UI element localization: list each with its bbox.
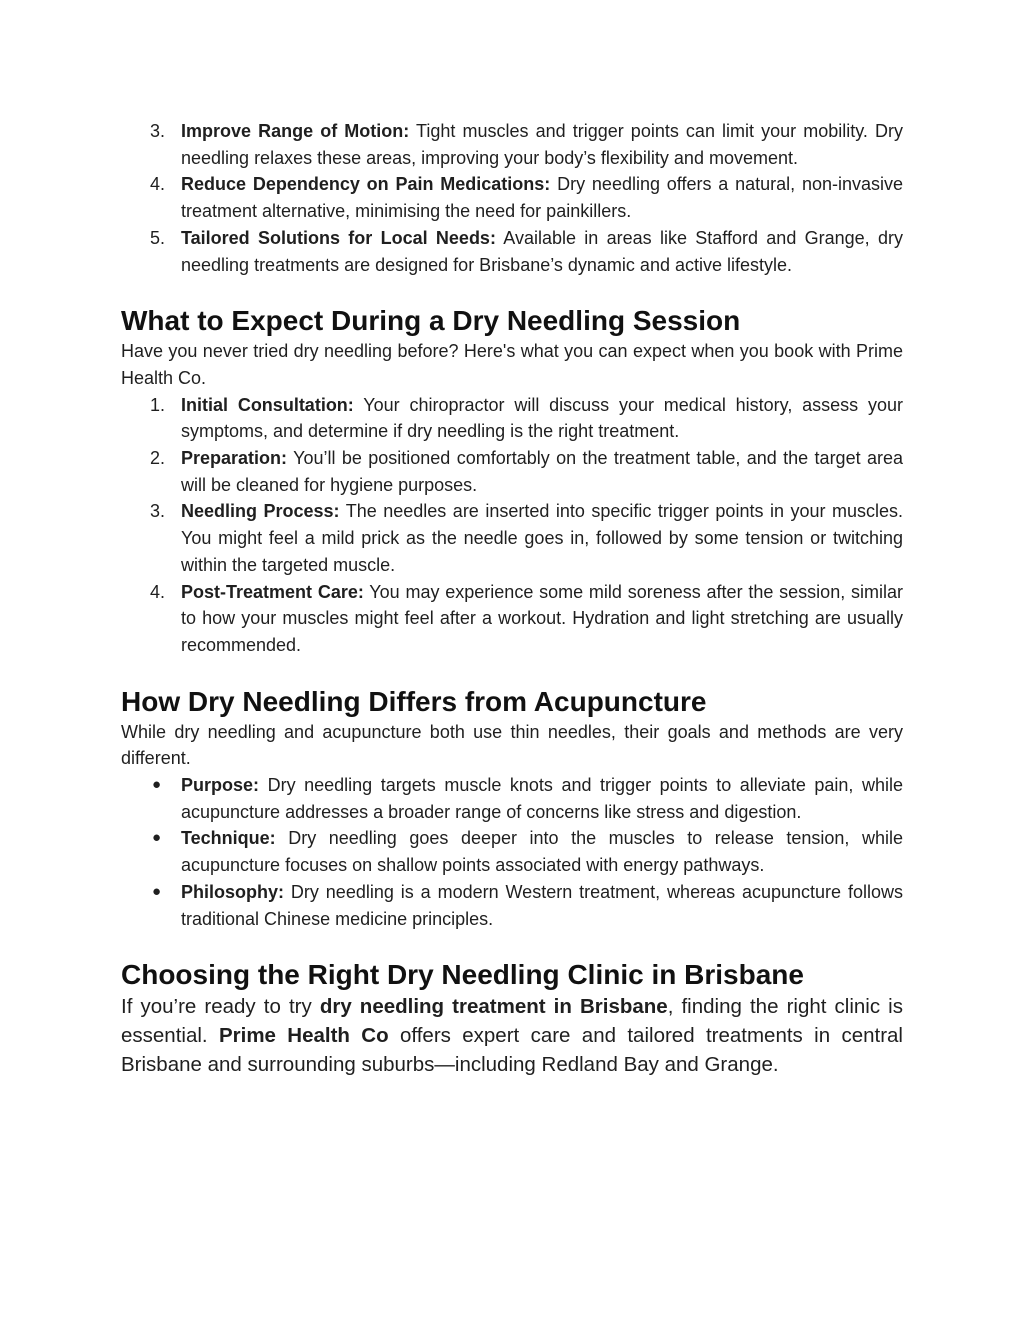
item-label: Tailored Solutions for Local Needs: [181, 227, 496, 248]
list-item [121, 498, 903, 578]
list-item [121, 171, 903, 224]
list-item [121, 879, 903, 932]
item-label: Improve Range of Motion: [181, 121, 410, 141]
bullet-icon: ● [152, 829, 162, 847]
list-item [121, 445, 903, 498]
list-number: 2. [150, 448, 166, 469]
list-number: 1. [150, 394, 166, 415]
section-body-choosing [121, 992, 903, 1079]
item-label: Reduce Dependency on Pain Medications: [181, 174, 551, 195]
item-text: You may experience some mild soreness after the session, similar to how your muscles might feel after a workout. Hydration and light stretching are usually recommended. [181, 581, 903, 655]
list-item [121, 579, 903, 659]
item-text: Dry needling targets muscle knots and trigger points to alleviate pain, while acupuncture addresses a broader range of concerns like stress and digestion. [181, 775, 903, 822]
list-item [121, 118, 903, 171]
item-text: Dry needling goes deeper into the muscles to release tension, while acupuncture focuses on shallow points associated with energy pathways. [181, 828, 903, 876]
benefits-list [121, 118, 903, 278]
section-intro-expect: Have you never tried dry needling before? Here's what you can expect when you book with Prime Health Co. [121, 341, 903, 388]
body-bold-text: Prime Health Co [218, 1024, 389, 1048]
list-number: 4. [150, 174, 166, 195]
item-text: Available in areas like Stafford and Grange, dry needling treatments are designed for Brisbane’s dynamic and active lifestyle. [181, 227, 903, 275]
section-heading-expect: What to Expect During a Dry Needling Session [121, 305, 741, 337]
section-heading-differs: How Dry Needling Differs from Acupuncture [121, 685, 707, 717]
item-label: Philosophy: [181, 881, 284, 902]
item-label: Preparation: [181, 448, 288, 469]
list-number: 3. [150, 121, 166, 141]
list-number: 4. [150, 581, 166, 602]
item-text: You’ll be positioned comfortably on the treatment table, and the target area will be cleaned for hygiene purposes. [181, 448, 903, 495]
bullet-icon: ● [152, 776, 162, 794]
list-item [121, 225, 903, 278]
section-heading-choosing: Choosing the Right Dry Needling Clinic in Brisbane [121, 959, 804, 991]
list-item [121, 825, 903, 878]
body-text: , finding the right clinic is essential. [121, 995, 903, 1048]
bullet-icon: ● [152, 882, 162, 900]
document-page [121, 118, 903, 1079]
list-item [121, 392, 903, 445]
body-text: If you’re ready to try [121, 995, 320, 1019]
item-label: Purpose: [181, 775, 260, 796]
item-text: Dry needling offers a natural, non-invasive treatment alternative, minimising the need for painkillers. [181, 174, 904, 222]
list-number: 5. [150, 227, 166, 248]
differs-bullet-list [121, 772, 903, 932]
section-intro-differs: While dry needling and acupuncture both use thin needles, their goals and methods are very different. [121, 721, 903, 769]
item-text: Tight muscles and trigger points can limit your mobility. Dry needling relaxes these areas, improving your body’s flexibility and movement. [181, 121, 903, 168]
item-text: The needles are inserted into specific trigger points in your muscles. You might feel a mild prick as the needle goes in, followed by some tension or twitching within the targeted muscle. [181, 501, 903, 575]
item-label: Initial Consultation: [181, 394, 354, 415]
body-text: offers expert care and tailored treatments in central Brisbane and surrounding suburbs—including Redland Bay and Grange. [121, 1024, 903, 1077]
item-text: Your chiropractor will discuss your medical history, assess your symptoms, and determine if dry needling is the right treatment. [181, 394, 903, 442]
body-bold-text: dry needling treatment in Brisbane [319, 995, 668, 1019]
item-label: Needling Process: [181, 501, 340, 522]
item-label: Technique: [181, 828, 276, 849]
expect-steps-list [121, 392, 903, 659]
item-text: Dry needling is a modern Western treatment, whereas acupuncture follows traditional Chinese medicine principles. [181, 881, 903, 929]
list-item [121, 772, 903, 825]
item-label: Post-Treatment Care: [181, 581, 364, 602]
list-number: 3. [150, 501, 166, 522]
